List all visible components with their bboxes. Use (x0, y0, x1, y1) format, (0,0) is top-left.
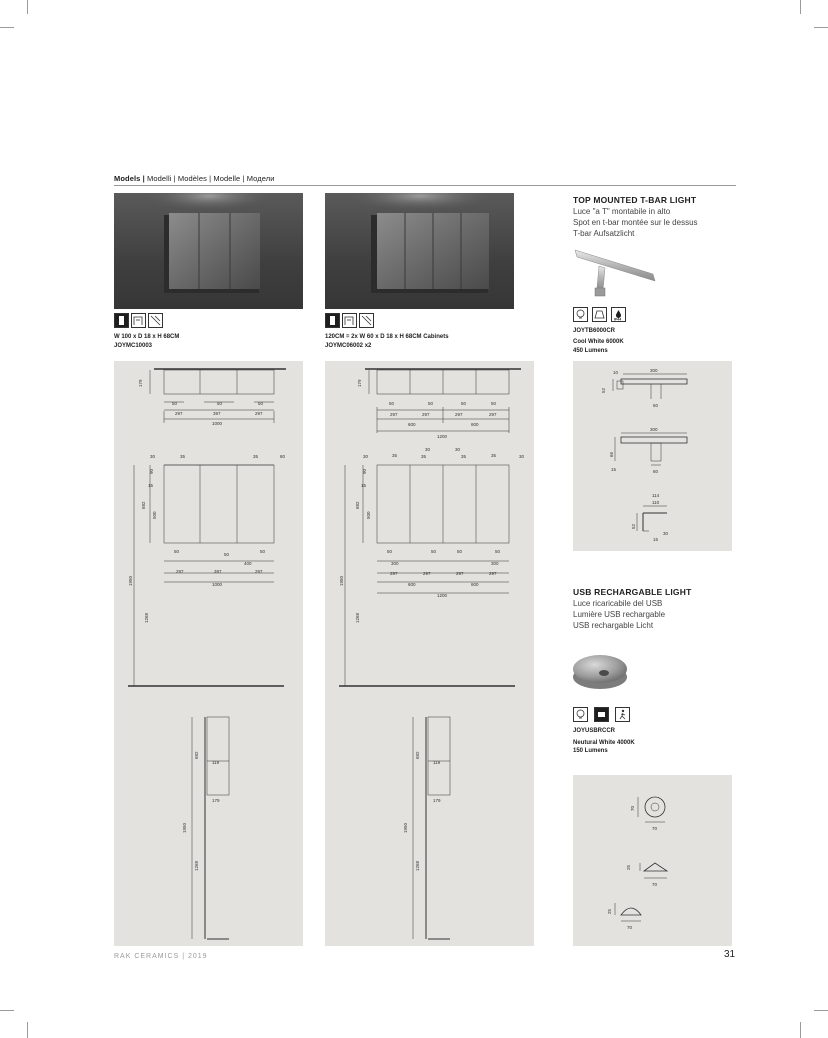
dim-label: 1268 (355, 612, 360, 623)
dim-label: 25 (626, 864, 631, 870)
dim-label: 1268 (415, 860, 420, 871)
dim-label: 60 (653, 469, 659, 474)
dim-label: 50 (174, 549, 180, 554)
crop-mark (27, 1022, 28, 1038)
dim-label: 15 (611, 467, 617, 472)
tbar-desc-de: T-bar Aufsatzlicht (573, 229, 635, 238)
dim-label: 90 (149, 468, 154, 474)
tbar-lumens: 450 Lumens (573, 348, 608, 354)
cabinet-b-drawing-panel (325, 361, 534, 946)
dim-label: 179 (433, 798, 441, 803)
dim-label: 1950 (339, 575, 344, 586)
usb-desc-de: USB rechargable Licht (573, 621, 654, 630)
dim-label: 300 (650, 368, 658, 373)
cabinet-b-code: JOYMC06002 x2 (325, 343, 372, 349)
dim-label: 179 (212, 798, 220, 803)
dim-label: 682 (141, 501, 146, 509)
dim-label: 50 (495, 549, 501, 554)
dim-label: 35 (180, 454, 186, 459)
dim-label: 1268 (194, 860, 199, 871)
dim-label: 1000 (212, 582, 223, 587)
dim-label: 50 (172, 401, 178, 406)
dim-label: 297 (176, 569, 184, 574)
dim-label: 297 (390, 412, 398, 417)
dim-label: 300 (650, 427, 658, 432)
section-header (114, 174, 275, 183)
cabinet-a-photo (114, 193, 303, 309)
header-bold: Models | (114, 174, 145, 183)
dim-label: 297 (255, 411, 263, 416)
dim-label: 1200 (437, 434, 448, 439)
crop-mark (27, 0, 28, 14)
mirror-door-icon (148, 313, 163, 328)
dim-label: 50 (431, 549, 437, 554)
dim-label: 70 (652, 882, 658, 887)
ip44-label: IP44 (614, 317, 622, 321)
dim-label: 179 (138, 379, 143, 387)
dim-label: 90 (362, 468, 367, 474)
cabinet-a-image (114, 193, 303, 309)
dim-label: 30 (519, 454, 525, 459)
dim-label: 300 (391, 561, 399, 566)
tbar-color: Cool White 6000K (573, 339, 624, 345)
dim-label: 119 (433, 760, 441, 765)
dim-label: 1950 (128, 575, 133, 586)
dim-label: 35 (421, 454, 427, 459)
dim-label: 119 (212, 760, 220, 765)
dim-label: 50 (389, 401, 395, 406)
cabinet-b-technical-drawing (325, 361, 534, 946)
dim-label: 15 (653, 537, 659, 542)
cabinet-a-spec: W 100 x D 18 x H 68CM (114, 334, 180, 340)
dim-label: 297 (489, 412, 497, 417)
dim-label: 15 (148, 483, 154, 488)
dim-label: 682 (194, 751, 199, 759)
dim-label: 1268 (144, 612, 149, 623)
dim-label: 397 (213, 411, 221, 416)
dim-label: 50 (260, 549, 266, 554)
tbar-code: JOYTB6000CR (573, 328, 616, 334)
cabinet-a-drawing-panel (114, 361, 303, 946)
dim-label: 30 (663, 531, 669, 536)
soft-close-icon (342, 313, 357, 328)
motion-sensor-icon (615, 707, 630, 722)
ip44-icon (611, 307, 626, 322)
usb-code: JOYUSBRCCR (573, 728, 616, 734)
dim-label: 114 (652, 493, 660, 498)
dim-label: 50 (224, 552, 230, 557)
header-rule (114, 185, 736, 186)
dim-label: 30 (425, 447, 431, 452)
bulb-icon (573, 707, 588, 722)
dim-label: 35 (392, 453, 398, 458)
dim-label: 297 (175, 411, 183, 416)
tbar-product-image (573, 244, 663, 304)
soft-close-icon (131, 313, 146, 328)
wall-mount-icon (114, 313, 129, 328)
dim-label: 297 (255, 569, 263, 574)
crop-mark (0, 27, 14, 28)
cabinet-a-code: JOYMC10003 (114, 343, 153, 349)
dim-label: 70 (652, 826, 658, 831)
dim-label: 600 (408, 422, 416, 427)
dim-label: 600 (408, 582, 416, 587)
dim-label: 50 (491, 401, 497, 406)
page-number: 31 (724, 949, 736, 960)
dim-label: 297 (455, 412, 463, 417)
usb-technical-drawing (573, 775, 732, 946)
dim-label: 25 (607, 908, 612, 914)
dim-label: 297 (390, 571, 398, 576)
tbar-desc-it: Luce "a T" montabile in alto (573, 207, 671, 216)
dim-label: 50 (217, 401, 223, 406)
dim-label: 35 (491, 453, 497, 458)
crop-mark (0, 1010, 14, 1011)
usb-charge-icon (594, 707, 609, 722)
dim-label: 10 (613, 370, 619, 375)
dim-label: 682 (415, 751, 420, 759)
dim-label: 60 (653, 403, 659, 408)
dim-label: 30 (150, 454, 156, 459)
dim-label: 50 (461, 401, 467, 406)
dim-label: 50 (258, 401, 264, 406)
dim-label: 70 (630, 805, 635, 811)
usb-product-image (570, 647, 630, 692)
cabinet-b-photo (325, 193, 514, 309)
dim-label: 600 (471, 582, 479, 587)
crop-mark (800, 1022, 801, 1038)
cabinet-b-spec: 120CM = 2x W 60 x D 18 x H 68CM Cabinets (325, 334, 449, 340)
dim-label: 30 (363, 454, 369, 459)
mirror-door-icon (359, 313, 374, 328)
dim-label: 297 (456, 571, 464, 576)
usb-lumens: 150 Lumens (573, 748, 608, 754)
dim-label: 682 (355, 501, 360, 509)
footer-brand: RAK CERAMICS | 2019 (114, 953, 208, 960)
crop-mark (814, 27, 828, 28)
dim-label: 50 (428, 401, 434, 406)
crop-mark (800, 0, 801, 14)
dim-label: 15 (361, 483, 367, 488)
dim-label: 297 (423, 571, 431, 576)
dim-label: 297 (422, 412, 430, 417)
dim-label: 500 (366, 511, 371, 519)
usb-drawing-panel (573, 775, 732, 946)
dim-label: 35 (461, 454, 467, 459)
dim-label: 110 (652, 500, 660, 505)
cabinet-a-technical-drawing (114, 361, 303, 946)
dim-label: 35 (253, 454, 259, 459)
dim-label: 500 (152, 511, 157, 519)
tbar-technical-drawing (573, 361, 732, 551)
usb-color: Neutural White 4000K (573, 740, 635, 746)
usb-title: USB RECHARGABLE LIGHT (573, 587, 692, 597)
bulb-icon (573, 307, 588, 322)
tbar-title: TOP MOUNTED T-BAR LIGHT (573, 195, 697, 205)
dim-label: 50 (387, 549, 393, 554)
dim-label: 179 (357, 379, 362, 387)
dim-label: 300 (491, 561, 499, 566)
crop-mark (814, 1010, 828, 1011)
tbar-drawing-panel (573, 361, 732, 551)
cabinet-b-image (325, 193, 514, 309)
usb-desc-it: Luce ricaricabile del USB (573, 599, 663, 608)
light-beam-icon (592, 307, 607, 322)
wall-mount-icon (325, 313, 340, 328)
header-languages: Modelli | Modèles | Modelle | Модели (144, 174, 275, 183)
dim-label: 1000 (212, 421, 223, 426)
dim-label: 1950 (403, 822, 408, 833)
tbar-desc-fr: Spot en t-bar montée sur le dessus (573, 218, 698, 227)
dim-label: 400 (244, 561, 252, 566)
dim-label: 66 (609, 451, 614, 457)
usb-desc-fr: Lumière USB rechargable (573, 610, 666, 619)
dim-label: 70 (627, 925, 633, 930)
dim-label: 50 (457, 549, 463, 554)
dim-label: 397 (214, 569, 222, 574)
dim-label: 1950 (182, 822, 187, 833)
dim-label: 600 (471, 422, 479, 427)
dim-label: 80 (280, 454, 286, 459)
dim-label: 30 (455, 447, 461, 452)
dim-label: 52 (631, 523, 636, 529)
dim-label: 297 (489, 571, 497, 576)
dim-label: 52 (601, 387, 606, 393)
dim-label: 1200 (437, 593, 448, 598)
